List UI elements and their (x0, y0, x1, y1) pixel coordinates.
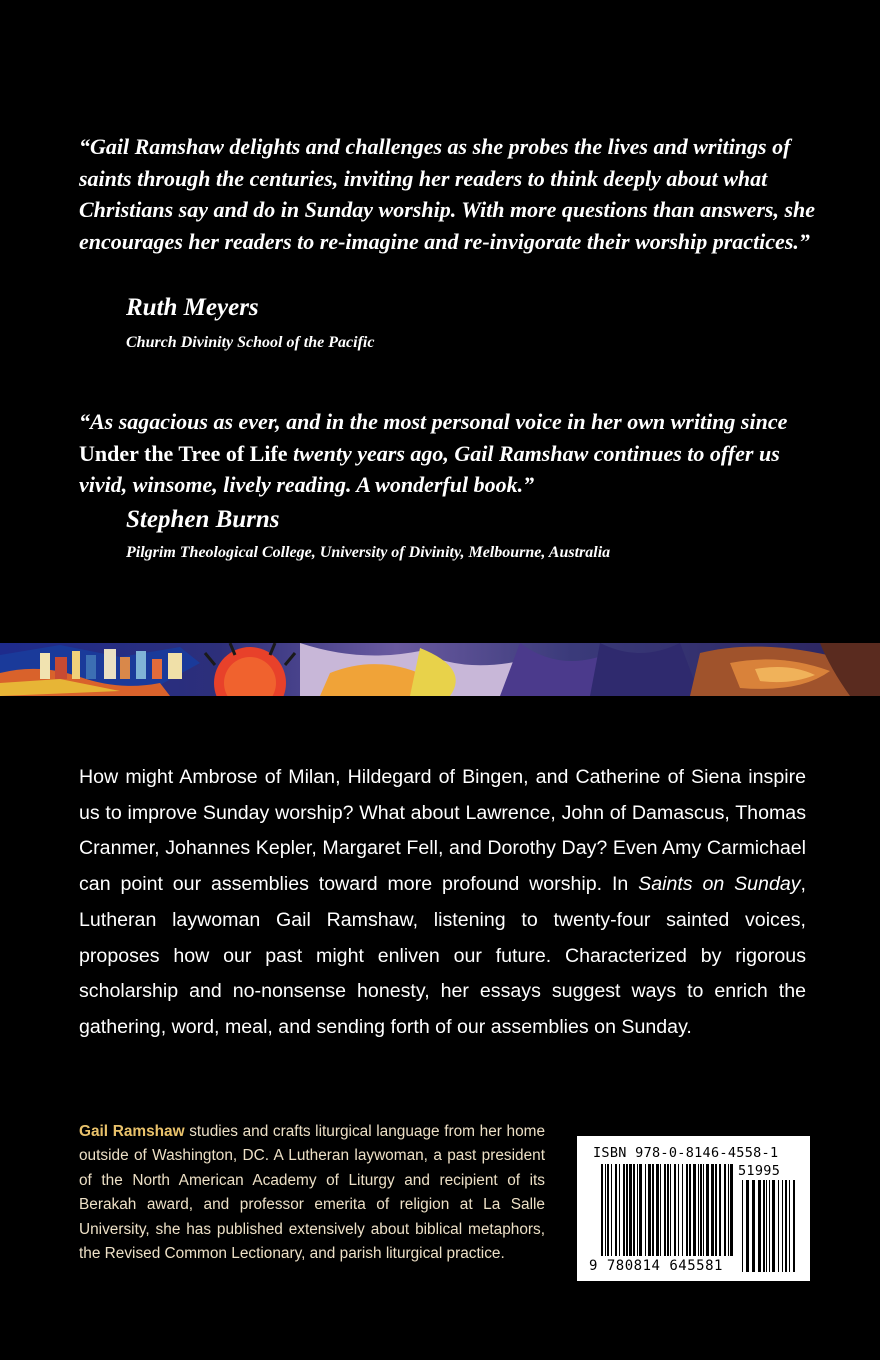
isbn-label: ISBN 978-0-8146-4558-1 (593, 1145, 779, 1161)
barcode-bar (715, 1164, 717, 1256)
barcode-bar (670, 1164, 671, 1256)
price-code: 51995 (738, 1163, 781, 1179)
barcode-bar (728, 1164, 729, 1256)
barcode-addon-bar (778, 1180, 779, 1272)
barcode-addon-bar (758, 1180, 761, 1272)
barcode-bar (664, 1164, 666, 1256)
barcode-bar (686, 1164, 688, 1256)
author-bio-text: studies and crafts liturgical language from her home outside of Washington, DC. A Lutheran laywoman, a past president of the North American Academy of Liturgy and recipient of its Berakah award, and professor emerita of religion at La Salle University, she has published extensively about biblical metaphors, the Revised Common Lectionary, and parish liturgical practice. (79, 1123, 546, 1263)
barcode-bar (689, 1164, 691, 1256)
book-description (79, 760, 806, 1046)
description-text-2: , Lutheran laywoman Gail Ramshaw, listening to twenty-four sainted voices, proposes how our past might enliven our future. Characterized by rigorous scholarship and no-nonsense honesty, her essays suggest ways to enrich the gathering, word, meal, and sending forth of our assemblies on Sunday. (79, 873, 806, 1038)
endorser-affiliation-2: Pilgrim Theological College, University of Divinity, Melbourne, Australia (126, 544, 611, 561)
barcode-bar (706, 1164, 709, 1256)
barcode-addon-bar (785, 1180, 787, 1272)
barcode-bar (637, 1164, 638, 1256)
barcode-bar (711, 1164, 714, 1256)
endorsement-quote-1: “Gail Ramshaw delights and challenges as she probes the lives and writings of saints through the centuries, inviting her readers to think deeply about what Christians say and do in Sunday worship. With more questions than answers, she encourages her readers to re-imagine and re-invigorate their worship practices.” (79, 134, 816, 254)
ean-digits: 9 780814 645581 (589, 1258, 723, 1274)
endorser-name-2: Stephen Burns (126, 506, 280, 533)
barcode-addon-bar (793, 1180, 795, 1272)
barcode-addon-bar (746, 1180, 749, 1272)
description-text-1: How might Ambrose of Milan, Hildegard of Bingen, and Catherine of Siena inspire us to improve Sunday worship? What about Lawrence, John of Damascus, Thomas Cranmer, Johannes Kepler, Margaret Fell, and Dorothy Day? Even Amy Carmichael can point our assemblies toward more profound worship. In (79, 766, 806, 896)
barcode-bar (693, 1164, 696, 1256)
barcode-bar (700, 1164, 702, 1256)
barcode-bar (652, 1164, 654, 1256)
barcode-bar (674, 1164, 676, 1256)
isbn-barcode (577, 1136, 810, 1281)
barcode-bar (611, 1164, 612, 1256)
barcode-bar (615, 1164, 617, 1256)
barcode-bar (639, 1164, 642, 1256)
barcode-bar (633, 1164, 635, 1256)
barcode-bar (678, 1164, 679, 1256)
description-book-title: Saints on Sunday (638, 873, 801, 896)
barcode-bar (660, 1164, 661, 1256)
barcode-bar (629, 1164, 632, 1256)
barcode-bar (703, 1164, 704, 1256)
barcode-bar (724, 1164, 726, 1256)
barcode-addon-bar (769, 1180, 770, 1272)
barcode-bar (619, 1164, 620, 1256)
author-bio (79, 1120, 545, 1266)
barcode-bar (605, 1164, 606, 1256)
barcode-addon-bar (772, 1180, 775, 1272)
barcode-addon-bar (763, 1180, 765, 1272)
barcode-bar (682, 1164, 683, 1256)
barcode-bar (656, 1164, 659, 1256)
barcode-bar (698, 1164, 699, 1256)
endorser-affiliation-1: Church Divinity School of the Pacific (126, 334, 375, 351)
barcode-bar (645, 1164, 646, 1256)
endorser-name-1: Ruth Meyers (126, 294, 259, 321)
barcode-addon-bar (766, 1180, 767, 1272)
painting-strip (0, 643, 880, 696)
barcode-bar (607, 1164, 609, 1256)
barcode-bar (648, 1164, 651, 1256)
painting-illustration (0, 643, 880, 696)
barcode-bar (730, 1164, 733, 1256)
barcode-addon-bar (752, 1180, 755, 1272)
barcode-addon-bar (789, 1180, 790, 1272)
barcode-addon-bar (782, 1180, 783, 1272)
barcode-bar (719, 1164, 721, 1256)
barcode-addon-bar (742, 1180, 743, 1272)
quote-text-before: “As sagacious as ever, and in the most personal voice in her own writing since (79, 409, 788, 434)
barcode-bar (667, 1164, 669, 1256)
endorsement-quote-2 (79, 406, 819, 501)
barcode-bar (601, 1164, 603, 1256)
barcode-bar (623, 1164, 625, 1256)
quoted-book-title: Under the Tree of Life (79, 440, 288, 466)
barcode-bar (626, 1164, 628, 1256)
author-name: Gail Ramshaw (79, 1123, 185, 1140)
quote-text-after: twenty years ago, Gail Ramshaw continues to offer us vivid, winsome, lively reading. A wonderful book.” (79, 440, 780, 497)
